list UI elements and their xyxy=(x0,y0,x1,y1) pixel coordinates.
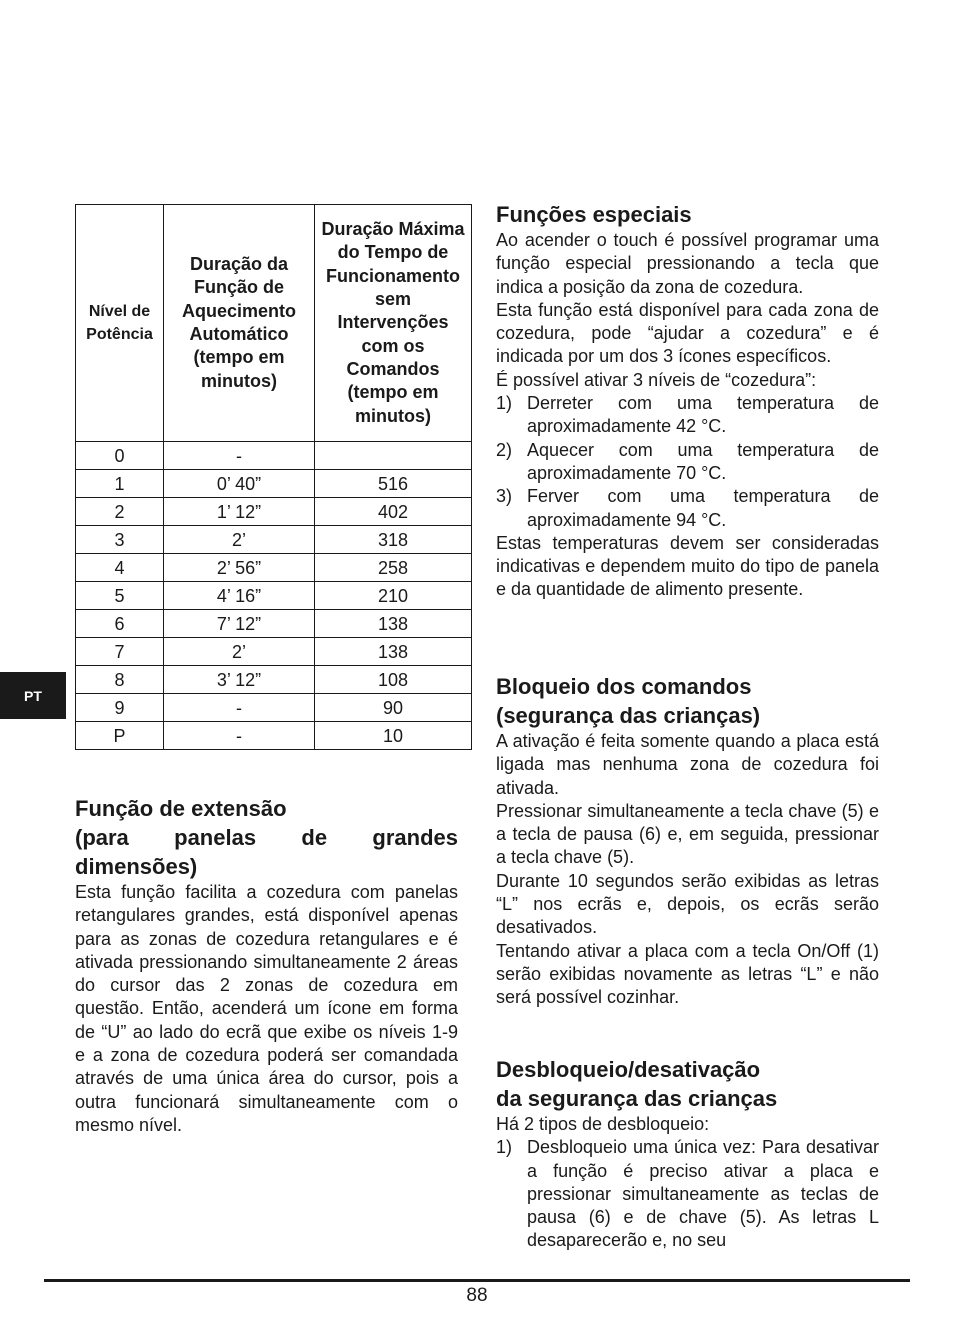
table-row xyxy=(76,442,472,470)
cell-max-operating-time xyxy=(315,442,472,470)
special-paragraph-3: É possível ativar 3 níveis de “cozedura”: xyxy=(496,369,817,390)
language-tab: PT xyxy=(0,672,66,719)
unlock-types-list xyxy=(496,1136,879,1252)
cell-power-level: 7 xyxy=(76,638,164,666)
power-level-table xyxy=(75,204,472,750)
header-auto-heat-duration: Duração da Função de Aquecimento Automático (tempo em minutos) xyxy=(164,205,315,442)
extension-body: Esta função facilita a cozedura com panelas retangulares grandes, está disponível apenas para as zonas de cozedura retangulares e é ativada pressionando simultaneamente 2 áreas do cursor das 2 zonas de cozedura em questão. Então, acenderá um ícone em forma de “U” ao lado do ecrã que exibe os níveis 1-9 e a zona de cozedura poderá ser comandada através de uma única área do cursor, pois a outra funcionará simultaneamente com o mesmo nível. xyxy=(75,882,458,1135)
list-item: 1) Desbloqueio uma única vez: Para desativar a função é preciso ativar a placa e pressionar simultaneamente as teclas de pausa (6) e de chave (5). As letras L desaparecerão e, no seu xyxy=(496,1137,879,1251)
cell-max-operating-time: 90 xyxy=(315,694,472,722)
table-row xyxy=(76,554,472,582)
cell-max-operating-time: 138 xyxy=(315,638,472,666)
cell-max-operating-time: 210 xyxy=(315,582,472,610)
extension-title-line1: Função de extensão xyxy=(75,796,287,821)
cell-power-level: 3 xyxy=(76,526,164,554)
unlock-title-line2: da segurança das crianças xyxy=(496,1086,778,1111)
special-title: Funções especiais xyxy=(496,202,692,227)
extension-section xyxy=(75,794,458,1137)
list-item: 3) Ferver com uma temperatura de aproximadamente 94 °C. xyxy=(496,486,879,530)
cell-auto-heat-duration: 0’ 40” xyxy=(164,470,315,498)
cell-auto-heat-duration: 7’ 12” xyxy=(164,610,315,638)
cell-max-operating-time: 516 xyxy=(315,470,472,498)
special-paragraph-4: Estas temperaturas devem ser consideradas indicativas e dependem muito do tipo de panela e da quantidade de alimento presente. xyxy=(496,532,879,600)
extension-title xyxy=(75,794,458,881)
cell-power-level: P xyxy=(76,722,164,750)
table-row xyxy=(76,638,472,666)
table-row xyxy=(76,498,472,526)
cell-power-level: 9 xyxy=(76,694,164,722)
cell-auto-heat-duration: 2’ xyxy=(164,526,315,554)
unlock-paragraph-1: Há 2 tipos de desbloqueio: xyxy=(496,1114,710,1134)
list-item: 2) Aquecer com uma temperatura de aproximadamente 70 °C. xyxy=(496,439,879,483)
lock-paragraph-4: Tentando ativar a placa com a tecla On/Off (1) serão exibidas novamente as letras “L” e não será possível cozinhar. xyxy=(496,940,879,1008)
table-row xyxy=(76,610,472,638)
extension-title-line2: (para panelas de grandes xyxy=(75,825,458,850)
table-row xyxy=(76,526,472,554)
cell-power-level: 4 xyxy=(76,554,164,582)
lock-title xyxy=(496,672,879,730)
footer-divider xyxy=(44,1279,910,1282)
lock-title-line2: (segurança das crianças) xyxy=(496,703,761,728)
cell-max-operating-time: 258 xyxy=(315,554,472,582)
cell-auto-heat-duration: 4’ 16” xyxy=(164,582,315,610)
table-row xyxy=(76,722,472,750)
table-header-row xyxy=(76,205,472,442)
cell-power-level: 8 xyxy=(76,666,164,694)
table-row xyxy=(76,694,472,722)
table-body xyxy=(76,442,472,750)
table-row xyxy=(76,666,472,694)
cell-auto-heat-duration: 3’ 12” xyxy=(164,666,315,694)
cell-power-level: 0 xyxy=(76,442,164,470)
cell-power-level: 6 xyxy=(76,610,164,638)
header-power-level: Nível de Potência xyxy=(76,205,164,442)
cell-power-level: 1 xyxy=(76,470,164,498)
special-levels-list xyxy=(496,392,879,532)
header-max-operating-time: Duração Máxima do Tempo de Funcionamento sem Intervenções com os Comandos (tempo em minutos) xyxy=(315,205,472,442)
cell-power-level: 5 xyxy=(76,582,164,610)
special-paragraph-1: Ao acender o touch é possível programar uma função especial pressionando a tecla que indica a posição da zona de cozedura. xyxy=(496,230,879,297)
special-functions-section xyxy=(496,200,879,602)
lock-paragraph-3: Durante 10 segundos serão exibidas as letras “L” nos ecrãs e, depois, os ecrãs serão desativados. xyxy=(496,870,879,938)
unlock-title-line1: Desbloqueio/desativação xyxy=(496,1057,761,1082)
cell-max-operating-time: 10 xyxy=(315,722,472,750)
lock-section xyxy=(496,672,879,1010)
cell-auto-heat-duration: 2’ 56” xyxy=(164,554,315,582)
cell-auto-heat-duration: 1’ 12” xyxy=(164,498,315,526)
lock-paragraph-1: A ativação é feita somente quando a placa está ligada mas nenhuma zona de cozedura foi ativada. xyxy=(496,731,879,798)
list-item: 1) Derreter com uma temperatura de aproximadamente 42 °C. xyxy=(496,393,879,437)
cell-auto-heat-duration: 2’ xyxy=(164,638,315,666)
extension-title-line3: dimensões) xyxy=(75,854,198,879)
special-paragraph-2: Esta função está disponível para cada zona de cozedura, pode “ajudar a cozedura” e é indicada por um dos 3 ícones específicos. xyxy=(496,299,879,367)
cell-auto-heat-duration: - xyxy=(164,722,315,750)
unlock-title xyxy=(496,1055,879,1113)
table-row xyxy=(76,582,472,610)
lock-paragraph-2: Pressionar simultaneamente a tecla chave (5) e a tecla de pausa (6) e, em seguida, pressionar a tecla chave (5). xyxy=(496,800,879,868)
cell-power-level: 2 xyxy=(76,498,164,526)
unlock-section xyxy=(496,1055,879,1253)
cell-auto-heat-duration: - xyxy=(164,694,315,722)
cell-max-operating-time: 318 xyxy=(315,526,472,554)
cell-max-operating-time: 138 xyxy=(315,610,472,638)
page-number: 88 xyxy=(466,1285,488,1306)
lock-title-line1: Bloqueio dos comandos xyxy=(496,674,752,699)
cell-auto-heat-duration: - xyxy=(164,442,315,470)
cell-max-operating-time: 108 xyxy=(315,666,472,694)
table-row xyxy=(76,470,472,498)
cell-max-operating-time: 402 xyxy=(315,498,472,526)
